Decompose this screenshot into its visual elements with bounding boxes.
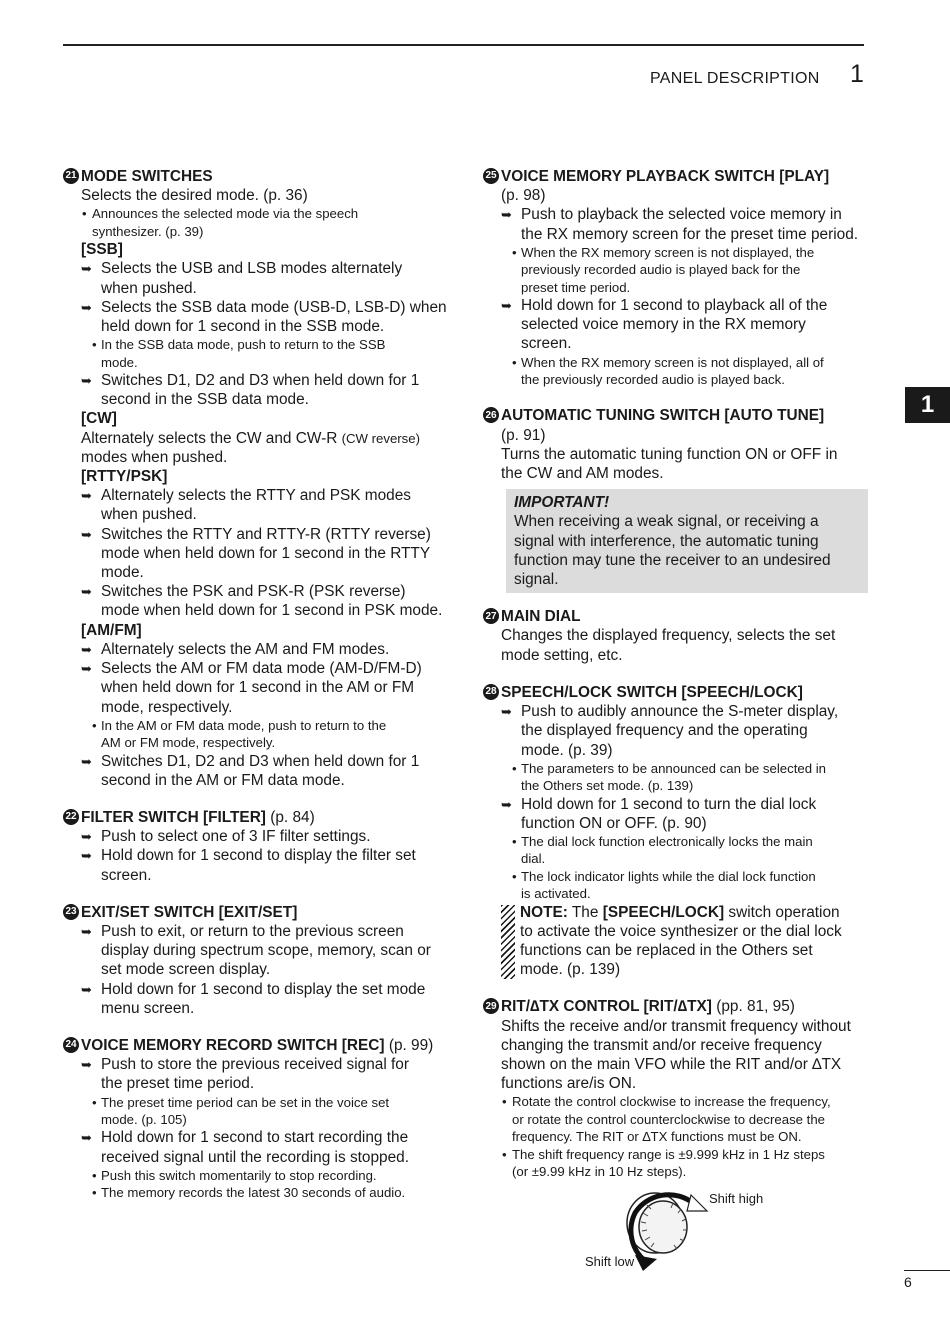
arrow-icon: ➥ — [81, 661, 92, 677]
item-number-badge: 27 — [483, 608, 499, 624]
arrow-icon: ➥ — [81, 829, 92, 845]
bullet-note: • When the RX memory screen is not displayed, all of — [512, 354, 824, 370]
bullet-note: • Push this switch momentarily to stop recording. — [92, 1167, 377, 1183]
section-heading: 27 MAIN DIAL — [483, 607, 868, 626]
bullet-note: • The parameters to be announced can be selected in — [512, 760, 826, 776]
chapter-tab: 1 — [905, 387, 950, 423]
section-heading: 25 VOICE MEMORY PLAYBACK SWITCH [PLAY] — [483, 167, 868, 186]
section-heading: 22 FILTER SWITCH [FILTER] (p. 84) — [63, 808, 448, 827]
arrow-item: ➥ Hold down for 1 second to start recording the — [81, 1129, 409, 1147]
item-number-badge: 26 — [483, 407, 499, 423]
right-column — [483, 167, 868, 1198]
page-number-rule — [904, 1270, 950, 1271]
arrow-icon: ➥ — [81, 526, 92, 542]
bullet-note: • The dial lock function electronically locks the main — [512, 833, 813, 849]
arrow-icon: ➥ — [81, 753, 92, 769]
section-voice-playback-switch: 25 VOICE MEMORY PLAYBACK SWITCH [PLAY] (p. 98) ➥ Push to playback the selected voice memory in the RX memory screen for the preset time period. • When the RX memory screen is not displayed, the previously recorded audio is played back for the preset time period. ➥ Hold down for 1 second to playback all of the selected voice memory in the RX memory screen. • When the RX memory screen is not displayed, all of the previously recorded audio is played back. — [483, 167, 868, 388]
section-exit-set-switch: 23 EXIT/SET SWITCH [EXIT/SET] ➥ Push to exit, or return to the previous screen display during spectrum scope, memory, scan or set mode screen display. ➥ Hold down for 1 second to display the set mode menu screen. — [63, 903, 448, 1018]
arrow-item: ➥ Switches D1, D2 and D3 when held down for 1 — [81, 372, 420, 390]
arrow-item: ➥ Selects the AM or FM data mode (AM-D/FM-D) — [81, 660, 422, 678]
section-speech-lock-switch: 28 SPEECH/LOCK SWITCH [SPEECH/LOCK] ➥ Push to audibly announce the S-meter display, the displayed frequency and the operating mode. (p. 39) • The parameters to be announced can be selected in the Others set mode. (p. 139) ➥ Hold down for 1 second to turn the dial lock function ON or OFF. (p. 90) • The dial lock function electronically locks the main dial. • The lock indicator lights while the dial lock function is activated. NOTE: The [SPEECH/LOCK] switch operation to activate the voice synthesizer or the dial lock functions can be replaced in the Others set mode. (p. 139) — [483, 683, 868, 979]
arrow-item: ➥ Switches D1, D2 and D3 when held down for 1 — [81, 752, 420, 770]
item-number-badge: 21 — [63, 168, 79, 184]
arrow-item: ➥ Push to playback the selected voice memory in — [501, 206, 842, 224]
arrow-icon: ➥ — [501, 207, 512, 223]
note-hatch-icon — [501, 905, 515, 979]
arrow-icon: ➥ — [81, 981, 92, 997]
section-mode-switches: 21 MODE SWITCHES Selects the desired mode. (p. 36) • Announces the selected mode via the speech synthesizer. (p. 39) [SSB] ➥ Selects the USB and LSB modes alternately when pushed. ➥ Selects the SSB data mode (USB-D, LSB-D) when held down for 1 second in the SSB mode. • In the SSB data mode, push to return to the SSB mode. ➥ Switches D1, D2 and D3 when held down for 1 second in the SSB data mode. [CW] Alternately selects the CW and CW-R (CW reverse) modes when pushed. [RTTY/PSK] ➥ Alternately selects the RTTY and PSK modes when pushed. ➥ Switches the RTTY and RTTY-R (RTTY reverse) mode when held down for 1 second in the RTTY mode. ➥ Switches the PSK and PSK-R (PSK reverse) mode when held down for 1 second in PSK mode. [AM/FM] ➥ Alternately selects the AM and FM modes. ➥ Selects the AM or FM data mode (AM-D/FM-D) when held down for 1 second in the AM or FM mode, respectively. • In the AM or FM data mode, push to return to the AM or FM mode, respectively. ➥ Switches D1, D2 and D3 when held down for 1 second in the AM or FM data mode. — [63, 167, 448, 790]
arrow-icon: ➥ — [81, 584, 92, 600]
arrow-icon: ➥ — [81, 1130, 92, 1146]
rit-knob-illustration — [583, 1185, 783, 1275]
item-number-badge: 23 — [63, 904, 79, 920]
arrow-item: ➥ Switches the PSK and PSK-R (PSK reverse) — [81, 583, 406, 601]
bullet-note: • The lock indicator lights while the dial lock function — [512, 868, 816, 884]
important-title: IMPORTANT! — [514, 494, 610, 512]
item-number-badge: 24 — [63, 1037, 79, 1053]
subheading-ssb: [SSB] — [81, 241, 123, 259]
section-heading: 23 EXIT/SET SWITCH [EXIT/SET] — [63, 903, 448, 922]
arrow-icon: ➥ — [81, 923, 92, 939]
arrow-icon: ➥ — [501, 298, 512, 314]
arrow-icon: ➥ — [501, 704, 512, 720]
arrow-item: ➥ Alternately selects the RTTY and PSK modes — [81, 487, 411, 505]
bullet-note: • In the AM or FM data mode, push to return to the — [92, 717, 387, 733]
shift-high-label: Shift high — [709, 1191, 764, 1206]
bullet-note: • Rotate the control clockwise to increase the frequency, — [502, 1094, 831, 1110]
item-number-badge: 22 — [63, 809, 79, 825]
page-number: 6 — [904, 1274, 912, 1290]
left-column — [63, 167, 448, 1220]
arrow-icon: ➥ — [81, 848, 92, 864]
section-rit-control: 29 RIT/∆TX CONTROL [RIT/∆TX] (pp. 81, 95) Shifts the receive and/or transmit frequency without changing the transmit and/or receive frequency shown on the main VFO while the RIT and/or ∆TX functions are/is ON. • Rotate the control clockwise to increase the frequency, or rotate the control counterclockwise to decrease the frequency. The RIT or ∆TX functions must be ON. • The shift frequency range is ±9.999 kHz in 1 Hz steps (or ±9.99 kHz in 10 Hz steps). — [483, 997, 868, 1180]
arrow-item: ➥ Hold down for 1 second to turn the dial lock — [501, 795, 817, 813]
section-filter-switch: 22 FILTER SWITCH [FILTER] (p. 84) ➥ Push to select one of 3 IF filter settings. ➥ Hold down for 1 second to display the filter set screen. — [63, 808, 448, 885]
arrow-item: ➥ Selects the SSB data mode (USB-D, LSB-D) when — [81, 298, 447, 316]
section-main-dial: 27 MAIN DIAL Changes the displayed frequency, selects the set mode setting, etc. — [483, 607, 868, 665]
bullet-note: • The shift frequency range is ±9.999 kHz in 1 Hz steps — [502, 1146, 825, 1162]
section-heading: 26 AUTOMATIC TUNING SWITCH [AUTO TUNE] — [483, 406, 868, 425]
arrow-item: ➥ Hold down for 1 second to display the set mode — [81, 980, 426, 998]
important-notice-box: IMPORTANT! When receiving a weak signal, or receiving a signal with interference, the automatic tuning function may tune the receiver to an undesired signal. — [506, 489, 868, 593]
subheading-rtty-psk: [RTTY/PSK] — [81, 468, 168, 486]
arrow-icon: ➥ — [501, 796, 512, 812]
item-number-badge: 28 — [483, 684, 499, 700]
header-title: PANEL DESCRIPTION — [650, 70, 820, 87]
item-number-badge: 25 — [483, 168, 499, 184]
bullet-note: • The memory records the latest 30 seconds of audio. — [92, 1185, 406, 1201]
arrow-item: ➥ Hold down for 1 second to playback all of the — [501, 297, 828, 315]
arrow-item: ➥ Push to select one of 3 IF filter settings. — [81, 828, 371, 846]
top-rule — [63, 44, 864, 46]
arrow-item: ➥ Selects the USB and LSB modes alternately — [81, 260, 403, 278]
note-box: NOTE: The [SPEECH/LOCK] switch operation to activate the voice synthesizer or the dial lock functions can be replaced in the Others set mode. (p. 139) — [501, 903, 868, 980]
section-heading: 28 SPEECH/LOCK SWITCH [SPEECH/LOCK] — [483, 683, 868, 702]
shift-low-label: Shift low — [585, 1254, 635, 1269]
section-voice-record-switch: 24 VOICE MEMORY RECORD SWITCH [REC] (p. 99) ➥ Push to store the previous received signal for the preset time period. • The preset time period can be set in the voice set mode. (p. 105) ➥ Hold down for 1 second to start recording the received signal until the recording is stopped. • Push this switch momentarily to stop recording. • The memory records the latest 30 seconds of audio. — [63, 1036, 448, 1202]
arrow-icon: ➥ — [81, 641, 92, 657]
section-heading: 21 MODE SWITCHES — [63, 167, 448, 186]
arrow-item: ➥ Push to audibly announce the S-meter display, — [501, 703, 839, 721]
bullet-note: • Announces the selected mode via the speech — [82, 206, 359, 222]
arrow-item: ➥ Alternately selects the AM and FM modes. — [81, 640, 390, 658]
bullet-note: • The preset time period can be set in the voice set — [92, 1094, 390, 1110]
subheading-cw: [CW] — [81, 410, 117, 428]
arrow-item: ➥ Switches the RTTY and RTTY-R (RTTY reverse) — [81, 525, 431, 543]
bullet-note: • In the SSB data mode, push to return to the SSB — [92, 337, 386, 353]
arrow-icon: ➥ — [81, 299, 92, 315]
subheading-am-fm: [AM/FM] — [81, 621, 142, 639]
arrow-item: ➥ Push to store the previous received signal for — [81, 1056, 409, 1074]
arrow-item: ➥ Hold down for 1 second to display the filter set — [81, 847, 416, 865]
arrow-icon: ➥ — [81, 373, 92, 389]
arrow-icon: ➥ — [81, 488, 92, 504]
section-heading: 29 RIT/∆TX CONTROL [RIT/∆TX] (pp. 81, 95) — [483, 997, 868, 1016]
arrow-icon: ➥ — [81, 1057, 92, 1073]
bullet-note: • When the RX memory screen is not displayed, the — [512, 244, 815, 260]
chapter-number: 1 — [850, 60, 864, 88]
section-auto-tune-switch: 26 AUTOMATIC TUNING SWITCH [AUTO TUNE] (p. 91) Turns the automatic tuning function ON or OFF in the CW and AM modes. IMPORTANT! When receiving a weak signal, or receiving a signal with interference, the automatic tuning function may tune the receiver to an undesired signal. — [483, 406, 868, 593]
item-number-badge: 29 — [483, 998, 499, 1014]
section-heading: 24 VOICE MEMORY RECORD SWITCH [REC] (p. 99) — [63, 1036, 448, 1055]
arrow-item: ➥ Push to exit, or return to the previous screen — [81, 922, 404, 940]
arrow-icon: ➥ — [81, 261, 92, 277]
